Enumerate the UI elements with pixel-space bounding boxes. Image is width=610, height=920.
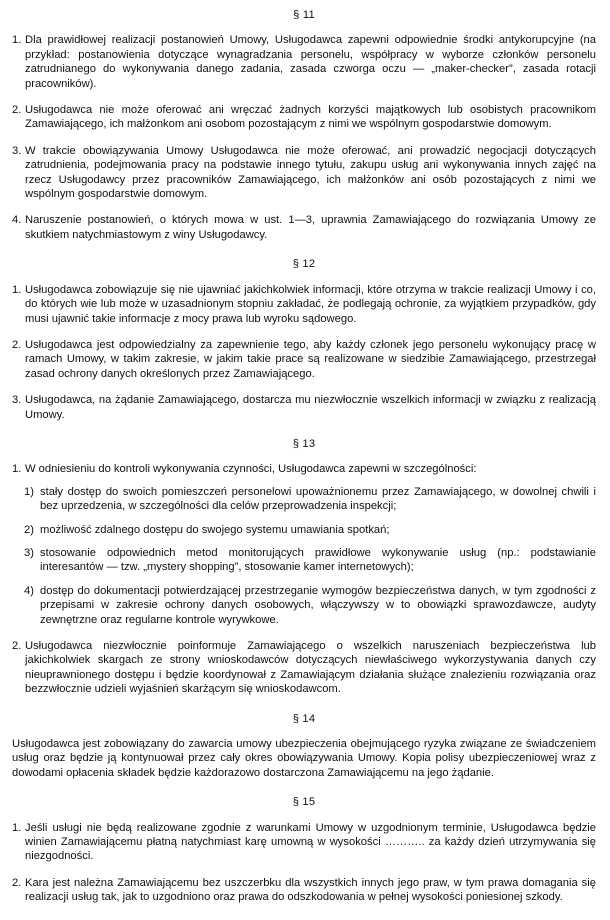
item-number: 1. [12,821,22,834]
section-heading: § 12 [292,258,316,271]
item-number: 3. [12,144,22,157]
section-15 [12,795,596,904]
item-text: Dla prawidłowej realizacji postanowień Umowy, Usługodawca zapewni odpowiednie środki antykorupcyjne (na przykład: postanowienia dotyczące wynagradzania personelu, współpracy w wyborze członków personelu zatrudnianego do wykonywania danego zadania, zasada czworga oczu — „maker-checker”, zasada rotacji pracowników). [25,34,596,90]
list-item [12,393,596,422]
section-11 [12,8,596,242]
list-item [12,144,596,202]
item-number: 1. [12,34,22,47]
sub-list-item [24,584,596,627]
list-item [12,103,596,132]
list-item [12,283,596,326]
sub-list-item [24,546,596,575]
sub-item-text: stały dostęp do swoich pomieszczeń personelowi upoważnionemu przez Zamawiającego, w dowolnej chwili i bez uprzedzenia, w szczególności dla celów przeprowadzenia inspekcji; [40,485,596,513]
list-item [12,821,596,864]
section-13 [12,437,596,697]
sub-item-number: 2) [24,523,34,536]
sub-item-text: dostęp do dokumentacji potwierdzającej przestrzeganie wymogów bezpieczeństwa danych, w tym zgodności z przepisami w zakresie ochrony danych osobowych, włączywszy w to obowiązki sprawozdawcze, audyty zewnętrzne oraz regularne kontrole wyrywkowe. [40,584,596,626]
item-text: Usługodawca jest odpowiedzialny za zapewnienie tego, aby każdy członek jego personelu wykonujący pracę w ramach Umowy, w takim zakresie, w jakim takie prace są realizowane w siedzibie Zamawiającego, przestrzegał zasad ochrony danych określonych przez Zamawiającego. [25,338,596,380]
list-item [12,639,596,697]
item-text: W trakcie obowiązywania Umowy Usługodawca nie może oferować, ani prowadzić negocjacji dotyczących zatrudnienia, podejmowania pracy na podstawie innego tytułu, zakupu usług ani wykonywania innych zajęć na rzecz Usługodawcy przez pracowników Zamawiającego, ich małżonków ani osób pozostających z nimi we wspólnym gospodarstwie domowym. [25,144,596,201]
item-number: 2. [12,876,22,889]
list-item [12,338,596,381]
item-number: 1. [12,283,22,296]
list-item [12,876,596,905]
paragraph: Usługodawca jest zobowiązany do zawarcia umowy ubezpieczenia obejmującego ryzyka związane ze świadczeniem usług oraz będzie ją kontynuował przez cały okres obowiązywania Umowy. Kopia polisy ubezpieczeniowej wraz z dowodami opłacenia składek będzie każdorazowo dostarczona Zamawiającemu na jego żądanie. [12,738,596,779]
section-heading: § 11 [293,9,315,21]
item-number: 4. [12,214,22,227]
section-heading: § 15 [292,796,316,809]
item-number: 3. [12,394,22,407]
section-14 [12,712,596,781]
item-number: 1. [12,463,22,476]
sub-item-text: stosowanie odpowiednich metod monitorujących prawidłowe wykonywanie usług (np.: podstawianie interesantów — tzw. „mystery shopping”, stosowanie kamer internetowych); [40,546,596,574]
item-text: Usługodawca niezwłocznie poinformuje Zamawiającego o wszelkich naruszeniach bezpieczeństwa lub jakichkolwiek skargach ze strony wnioskodawców dotyczących niewłaściwego wykorzystywania danych czy nieuprawnionego dostępu i będzie koordynował z Zamawiającym działania służące znalezieniu rozwiązania oraz bezzwłocznie udzieli wyjaśnień skarżącym się wnioskodawcom. [25,640,596,696]
item-text: Jeśli usługi nie będą realizowane zgodnie z warunkami Umowy w uzgodnionym terminie, Usługodawca będzie winien Zamawiającemu płatną natychmiast karę umowną w wysokości ……….. za każdy dzień utrzymywania się niezgodności. [25,821,596,863]
item-text: Usługodawca, na żądanie Zamawiającego, dostarcza mu niezwłocznie wszelkich informacji w związku z realizacją Umowy. [25,394,596,421]
sub-item-number: 3) [24,546,34,559]
list-item [12,213,596,242]
item-number: 2. [12,104,22,117]
item-text: Naruszenie postanowień, o których mowa w ust. 1—3, uprawnia Zamawiającego do rozwiązania Umowy ze skutkiem natychmiastowym z winy Usługodawcy. [25,214,596,241]
list-item [12,33,596,91]
item-number: 2. [12,338,22,351]
section-heading: § 14 [292,712,316,725]
item-text: Usługodawca zobowiązuje się nie ujawniać jakichkolwiek informacji, które otrzyma w trakcie realizacji Umowy i co, do których wie lub może w uzasadnionym stopniu zakładać, że podlegają ochronie, za wyjątkiem przypadków, gdy musi ujawnić takie informacje z mocy prawa lub wyroku sądowego. [25,283,596,325]
list-item [12,462,596,476]
item-text: Usługodawca nie może oferować ani wręczać żadnych korzyści majątkowych lub osobistych pracownikom Zamawiającego, ich małżonkom ani osobom pozostającym z nimi we wspólnym gospodarstwie domowym. [25,104,596,131]
sub-list [24,485,596,627]
sub-item-text: możliwość zdalnego dostępu do swojego systemu umawiania spotkań; [40,523,390,536]
sub-item-number: 4) [24,584,34,597]
sub-list-item [24,523,596,537]
section-heading: § 13 [292,437,316,450]
sub-list-item [24,485,596,514]
item-text: Kara jest należna Zamawiającemu bez uszczerbku dla wszystkich innych jego praw, w tym prawa domagania się realizacji usług tak, jak to uzgodniono oraz prawa do odszkodowania w pełnej wysokości poniesionej szkody. [25,876,596,904]
section-12 [12,257,596,422]
item-number: 2. [12,640,22,652]
document-page [12,8,596,920]
item-text: W odniesieniu do kontroli wykonywania czynności, Usługodawca zapewni w szczególności: [25,463,477,476]
sub-item-number: 1) [24,485,34,498]
